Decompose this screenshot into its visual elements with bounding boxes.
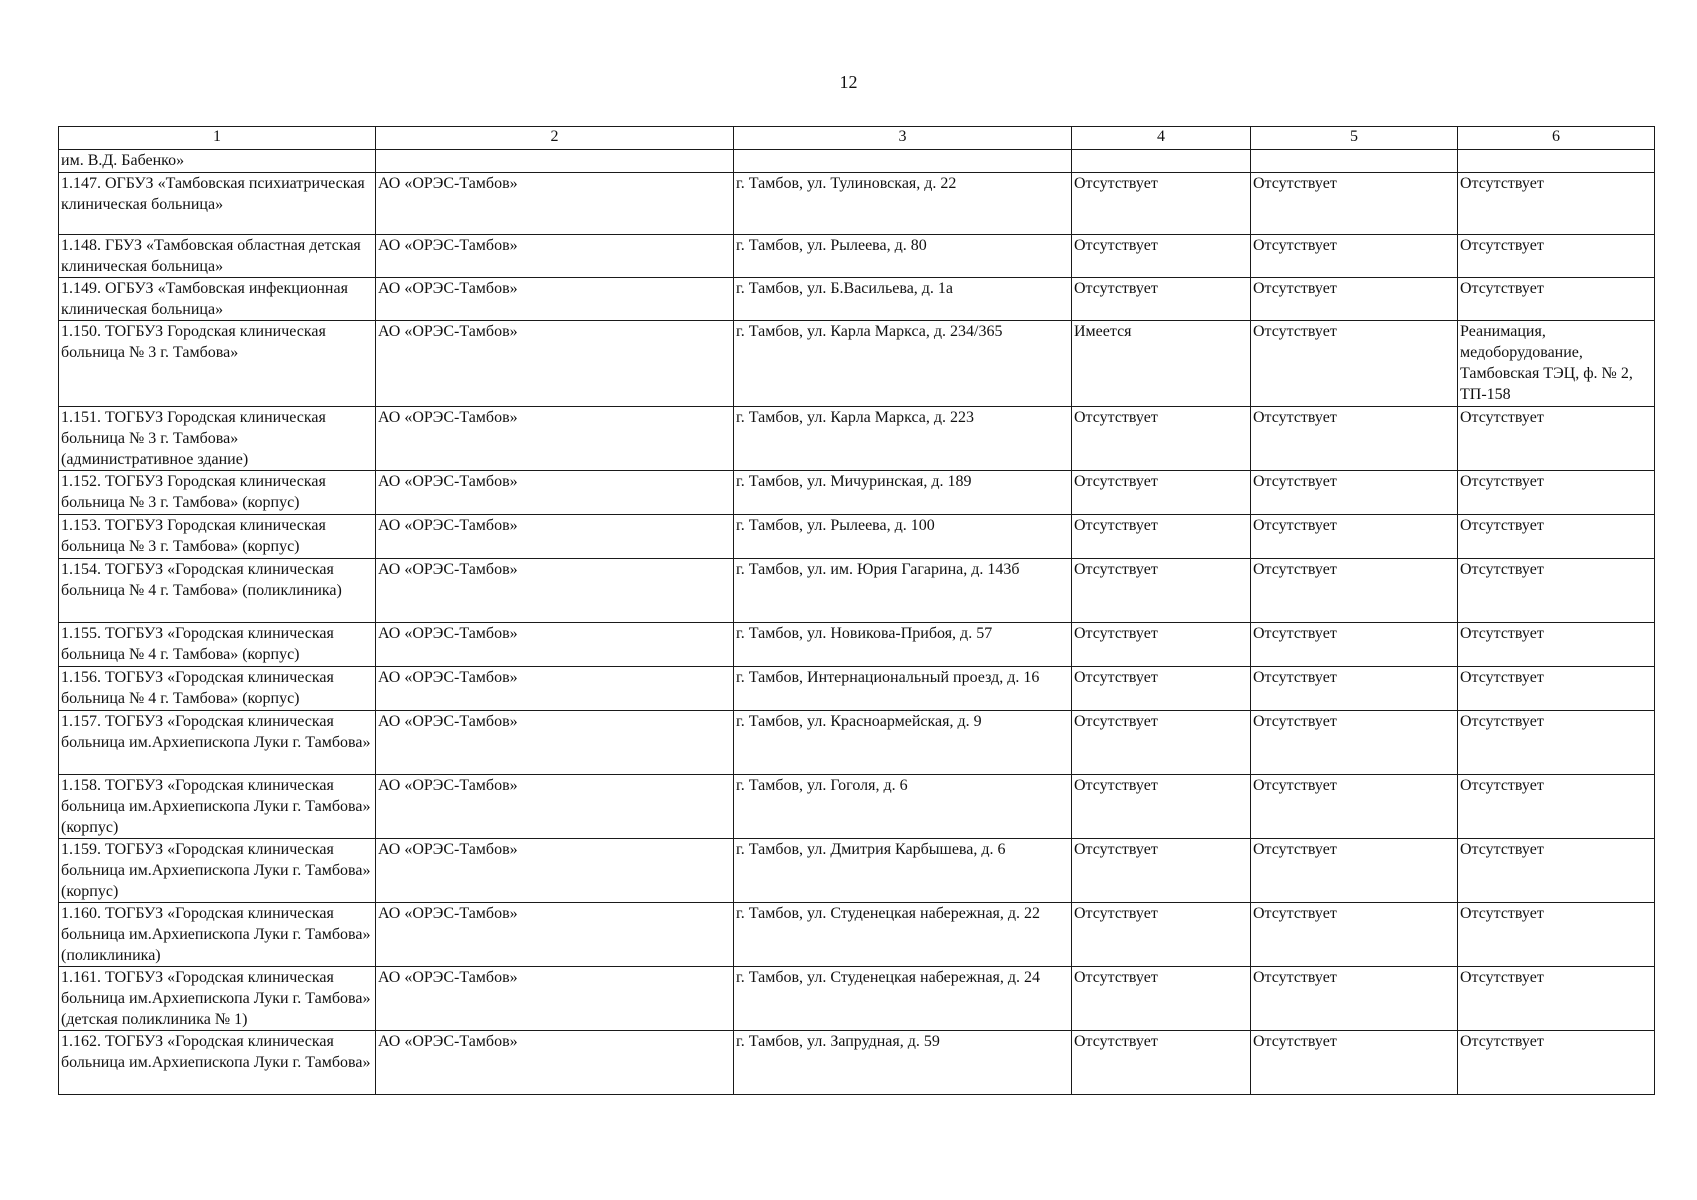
table-cell: г. Тамбов, ул. Студенецкая набережная, д. 24 xyxy=(734,967,1072,1031)
continuation-row xyxy=(59,150,1655,173)
table-cell: г. Тамбов, ул. Мичуринская, д. 189 xyxy=(734,471,1072,515)
table-cell: Отсутствует xyxy=(1072,173,1251,235)
table-cell: г. Тамбов, ул. Запрудная, д. 59 xyxy=(734,1031,1072,1095)
table-cell: г. Тамбов, ул. Б.Васильева, д. 1а xyxy=(734,278,1072,321)
table-cell: 1.151. ТОГБУЗ Городская клиническая больница № 3 г. Тамбова» (административное здание) xyxy=(59,407,376,471)
table-cell: Отсутствует xyxy=(1458,711,1655,775)
table-row xyxy=(59,711,1655,775)
table-cell: г. Тамбов, ул. Новикова-Прибоя, д. 57 xyxy=(734,623,1072,667)
table-cell: 1.159. ТОГБУЗ «Городская клиническая больница им.Архиепископа Луки г. Тамбова» (корпус) xyxy=(59,839,376,903)
table-cell: Отсутствует xyxy=(1251,321,1458,407)
table-cell: Отсутствует xyxy=(1072,1031,1251,1095)
table-cell: Отсутствует xyxy=(1458,1031,1655,1095)
table-cell: АО «ОРЭС-Тамбов» xyxy=(376,623,734,667)
data-table xyxy=(58,126,1655,1095)
table-cell: г. Тамбов, ул. Карла Маркса, д. 223 xyxy=(734,407,1072,471)
table-cell: Отсутствует xyxy=(1251,667,1458,711)
table-cell: Отсутствует xyxy=(1072,667,1251,711)
table-cell: г. Тамбов, ул. Рылеева, д. 100 xyxy=(734,515,1072,559)
table-cell: Отсутствует xyxy=(1458,559,1655,623)
table-cell: АО «ОРЭС-Тамбов» xyxy=(376,471,734,515)
table-cell: Отсутствует xyxy=(1458,407,1655,471)
table-cell: 1.158. ТОГБУЗ «Городская клиническая больница им.Архиепископа Луки г. Тамбова» (корпус) xyxy=(59,775,376,839)
table-cell: Отсутствует xyxy=(1251,711,1458,775)
table-cell: Отсутствует xyxy=(1458,967,1655,1031)
table-cell: Отсутствует xyxy=(1458,235,1655,278)
table-cell: г. Тамбов, ул. Гоголя, д. 6 xyxy=(734,775,1072,839)
table-cell: Отсутствует xyxy=(1072,559,1251,623)
table-row xyxy=(59,173,1655,235)
table-cell: 1.153. ТОГБУЗ Городская клиническая больница № 3 г. Тамбова» (корпус) xyxy=(59,515,376,559)
table-cell: АО «ОРЭС-Тамбов» xyxy=(376,515,734,559)
table-row xyxy=(59,471,1655,515)
table-cell: АО «ОРЭС-Тамбов» xyxy=(376,903,734,967)
table-cell: Отсутствует xyxy=(1458,903,1655,967)
table-cell: 1.160. ТОГБУЗ «Городская клиническая больница им.Архиепископа Луки г. Тамбова» (поликлиника) xyxy=(59,903,376,967)
table-cell: Отсутствует xyxy=(1251,515,1458,559)
table-cell: Отсутствует xyxy=(1072,278,1251,321)
table-cell: Отсутствует xyxy=(1251,559,1458,623)
column-header: 5 xyxy=(1251,127,1458,150)
table-cell: г. Тамбов, ул. им. Юрия Гагарина, д. 143б xyxy=(734,559,1072,623)
table-cell: Реанимация, медоборудование, Тамбовская ТЭЦ, ф. № 2, ТП-158 xyxy=(1458,321,1655,407)
table-row xyxy=(59,623,1655,667)
table-cell: 1.149. ОГБУЗ «Тамбовская инфекционная клиническая больница» xyxy=(59,278,376,321)
header-row xyxy=(59,127,1655,150)
column-header: 3 xyxy=(734,127,1072,150)
table-cell: АО «ОРЭС-Тамбов» xyxy=(376,775,734,839)
table-cell: г. Тамбов, Интернациональный проезд, д. 16 xyxy=(734,667,1072,711)
table-cell: Отсутствует xyxy=(1251,278,1458,321)
table-cell: Отсутствует xyxy=(1251,967,1458,1031)
table-cell: АО «ОРЭС-Тамбов» xyxy=(376,235,734,278)
table-row xyxy=(59,667,1655,711)
table-cell: АО «ОРЭС-Тамбов» xyxy=(376,278,734,321)
table-cell: Отсутствует xyxy=(1458,775,1655,839)
table-cell: Отсутствует xyxy=(1458,471,1655,515)
table-cell: Отсутствует xyxy=(1072,471,1251,515)
table-cell: Отсутствует xyxy=(1072,839,1251,903)
table-cell: Отсутствует xyxy=(1072,775,1251,839)
table-cell: АО «ОРЭС-Тамбов» xyxy=(376,1031,734,1095)
table-cell xyxy=(1251,150,1458,173)
table-cell: Отсутствует xyxy=(1072,623,1251,667)
table-cell: АО «ОРЭС-Тамбов» xyxy=(376,667,734,711)
table-row xyxy=(59,1031,1655,1095)
table-cell xyxy=(376,150,734,173)
table-cell xyxy=(1458,150,1655,173)
table-cell: 1.156. ТОГБУЗ «Городская клиническая больница № 4 г. Тамбова» (корпус) xyxy=(59,667,376,711)
table-cell: 1.162. ТОГБУЗ «Городская клиническая больница им.Архиепископа Луки г. Тамбова» xyxy=(59,1031,376,1095)
table-cell: г. Тамбов, ул. Дмитрия Карбышева, д. 6 xyxy=(734,839,1072,903)
table-cell: Отсутствует xyxy=(1251,775,1458,839)
table-cell: Отсутствует xyxy=(1072,407,1251,471)
table-cell: Отсутствует xyxy=(1458,278,1655,321)
table-cell: 1.161. ТОГБУЗ «Городская клиническая больница им.Архиепископа Луки г. Тамбова» (детская поликлиника № 1) xyxy=(59,967,376,1031)
table-cell: Отсутствует xyxy=(1072,711,1251,775)
table-cell: Имеется xyxy=(1072,321,1251,407)
table-cell: 1.152. ТОГБУЗ Городская клиническая больница № 3 г. Тамбова» (корпус) xyxy=(59,471,376,515)
table-row xyxy=(59,559,1655,623)
column-header: 4 xyxy=(1072,127,1251,150)
table-cell: г. Тамбов, ул. Красноармейская, д. 9 xyxy=(734,711,1072,775)
table-cell: 1.154. ТОГБУЗ «Городская клиническая больница № 4 г. Тамбова» (поликлиника) xyxy=(59,559,376,623)
table-cell: 1.155. ТОГБУЗ «Городская клиническая больница № 4 г. Тамбова» (корпус) xyxy=(59,623,376,667)
table-cell: г. Тамбов, ул. Тулиновская, д. 22 xyxy=(734,173,1072,235)
table-cell: Отсутствует xyxy=(1458,515,1655,559)
column-header: 2 xyxy=(376,127,734,150)
table-cell: Отсутствует xyxy=(1251,173,1458,235)
table-row xyxy=(59,839,1655,903)
table-cell: Отсутствует xyxy=(1251,903,1458,967)
table-row xyxy=(59,321,1655,407)
table-cell: Отсутствует xyxy=(1458,623,1655,667)
table-cell: Отсутствует xyxy=(1251,471,1458,515)
column-header: 6 xyxy=(1458,127,1655,150)
table-cell: АО «ОРЭС-Тамбов» xyxy=(376,839,734,903)
table-cell: г. Тамбов, ул. Рылеева, д. 80 xyxy=(734,235,1072,278)
table-cell: им. В.Д. Бабенко» xyxy=(59,150,376,173)
table-cell: АО «ОРЭС-Тамбов» xyxy=(376,321,734,407)
table-cell: Отсутствует xyxy=(1251,235,1458,278)
table-cell: г. Тамбов, ул. Студенецкая набережная, д. 22 xyxy=(734,903,1072,967)
table-cell: 1.147. ОГБУЗ «Тамбовская психиатрическая клиническая больница» xyxy=(59,173,376,235)
table-cell: Отсутствует xyxy=(1458,839,1655,903)
table-cell: 1.148. ГБУЗ «Тамбовская областная детская клиническая больница» xyxy=(59,235,376,278)
table-cell xyxy=(734,150,1072,173)
table-row xyxy=(59,278,1655,321)
page-number: 12 xyxy=(839,72,858,92)
table-cell: Отсутствует xyxy=(1251,839,1458,903)
table-cell: Отсутствует xyxy=(1251,407,1458,471)
table-cell: Отсутствует xyxy=(1251,623,1458,667)
table-cell: Отсутствует xyxy=(1072,967,1251,1031)
table-row xyxy=(59,407,1655,471)
table-cell: 1.150. ТОГБУЗ Городская клиническая больница № 3 г. Тамбова» xyxy=(59,321,376,407)
column-header: 1 xyxy=(59,127,376,150)
table-cell: Отсутствует xyxy=(1458,173,1655,235)
table-cell: Отсутствует xyxy=(1072,235,1251,278)
table-cell: АО «ОРЭС-Тамбов» xyxy=(376,559,734,623)
table-cell: Отсутствует xyxy=(1458,667,1655,711)
table-cell: Отсутствует xyxy=(1251,1031,1458,1095)
table-cell xyxy=(1072,150,1251,173)
table-cell: АО «ОРЭС-Тамбов» xyxy=(376,407,734,471)
table-row xyxy=(59,235,1655,278)
table-cell: г. Тамбов, ул. Карла Маркса, д. 234/365 xyxy=(734,321,1072,407)
table-cell: Отсутствует xyxy=(1072,903,1251,967)
table-cell: АО «ОРЭС-Тамбов» xyxy=(376,173,734,235)
table-cell: АО «ОРЭС-Тамбов» xyxy=(376,711,734,775)
table-cell: АО «ОРЭС-Тамбов» xyxy=(376,967,734,1031)
table-cell: Отсутствует xyxy=(1072,515,1251,559)
table-row xyxy=(59,967,1655,1031)
table-cell: 1.157. ТОГБУЗ «Городская клиническая больница им.Архиепископа Луки г. Тамбова» xyxy=(59,711,376,775)
table-row xyxy=(59,903,1655,967)
table-row xyxy=(59,775,1655,839)
table-row xyxy=(59,515,1655,559)
